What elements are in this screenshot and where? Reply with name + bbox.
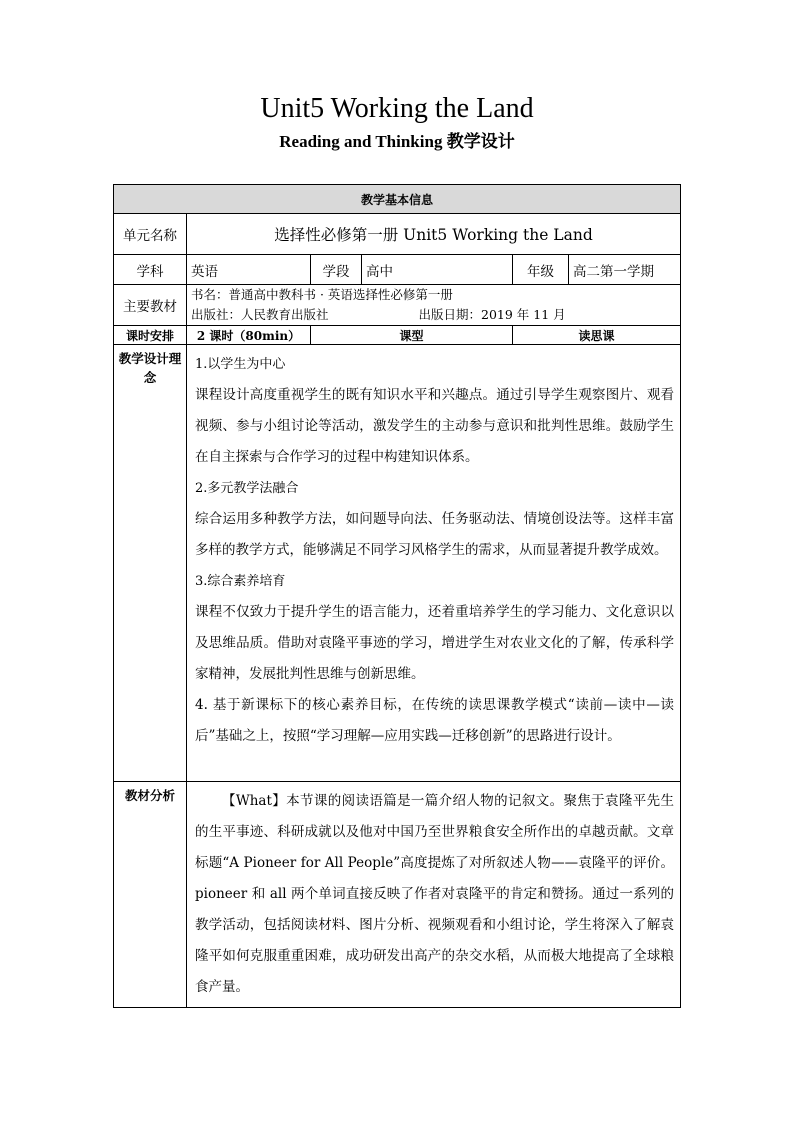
schedule-value: 2 课时（80min） — [187, 326, 311, 345]
concept-heading-2: 2.多元教学法融合 — [195, 481, 299, 496]
schedule-label: 课时安排 — [114, 326, 187, 345]
lesson-type-value: 读思课 — [513, 326, 681, 345]
book-name: 书名：普通高中教科书 · 英语选择性必修第一册 — [191, 287, 453, 302]
concept-heading-1: 1.以学生为中心 — [195, 357, 286, 372]
material-info — [187, 285, 681, 326]
unit-name-value: 选择性必修第一册 Unit5 Working the Land — [187, 214, 681, 255]
concept-body-3: 课程不仅致力于提升学生的语言能力，还着重培养学生的学习能力、文化意识以及思维品质。借助对袁隆平事迹的学习，增进学生对农业文化的了解，传承科学家精神，发展批判性思维与创新思维。 — [195, 604, 675, 682]
lesson-info-table — [113, 184, 680, 1008]
design-concept-label: 教学设计理念 — [114, 345, 187, 782]
stage-label: 学段 — [311, 255, 362, 285]
material-analysis-label: 教材分析 — [114, 782, 187, 1008]
concept-body-1: 课程设计高度重视学生的既有知识水平和兴趣点。通过引导学生观察图片、观看视频、参与小组讨论等活动，激发学生的主动参与意识和批判性思维。鼓励学生在自主探索与合作学习的过程中构建知识体系。 — [195, 387, 675, 465]
publish-date: 出版日期：2019 年 11 月 — [418, 307, 566, 322]
concept-item-4: 4. 基于新课标下的核心素养目标，在传统的读思课教学模式“读前—读中—读后”基础之上，按照“学习理解—应用实践—迁移创新”的思路进行设计。 — [195, 697, 675, 744]
subject-label: 学科 — [114, 255, 187, 285]
material-analysis-content — [187, 782, 681, 1008]
grade-value: 高二第一学期 — [569, 255, 681, 285]
document-subtitle: Reading and Thinking 教学设计 — [279, 132, 515, 151]
material-label: 主要教材 — [114, 285, 187, 326]
design-concept-content — [187, 345, 681, 782]
document-title: Unit5 Working the Land — [260, 93, 534, 124]
subject-value: 英语 — [187, 255, 311, 285]
concept-body-2: 综合运用多种教学方法，如问题导向法、任务驱动法、情境创设法等。这样丰富多样的教学方式，能够满足不同学习风格学生的需求，从而显著提升教学成效。 — [195, 511, 675, 558]
concept-heading-3: 3.综合素养培育 — [195, 574, 286, 589]
publisher: 出版社：人民教育出版社 — [191, 307, 329, 322]
grade-label: 年级 — [513, 255, 569, 285]
lesson-type-label: 课型 — [311, 326, 513, 345]
unit-name-label: 单元名称 — [114, 214, 187, 255]
table-header: 教学基本信息 — [114, 185, 681, 214]
analysis-paragraph: 【What】本节课的阅读语篇是一篇介绍人物的记叙文。聚焦于袁隆平先生的生平事迹、科研成就以及他对中国乃至世界粮食安全所作出的卓越贡献。文章标题“A Pioneer for All People”高度提炼了对所叙述人物——袁隆平的评价。pioneer 和 all 两个单词直接反映了作者对袁隆平的肯定和赞扬。通过一系列的教学活动，包括阅读材料、图片分析、视频观看和小组讨论，学生将深入了解袁隆平如何克服重重困难，成功研发出高产的杂交水稻，从而极大地提高了全球粮食产量。 — [195, 793, 675, 995]
stage-value: 高中 — [362, 255, 513, 285]
publisher-line — [191, 305, 676, 325]
